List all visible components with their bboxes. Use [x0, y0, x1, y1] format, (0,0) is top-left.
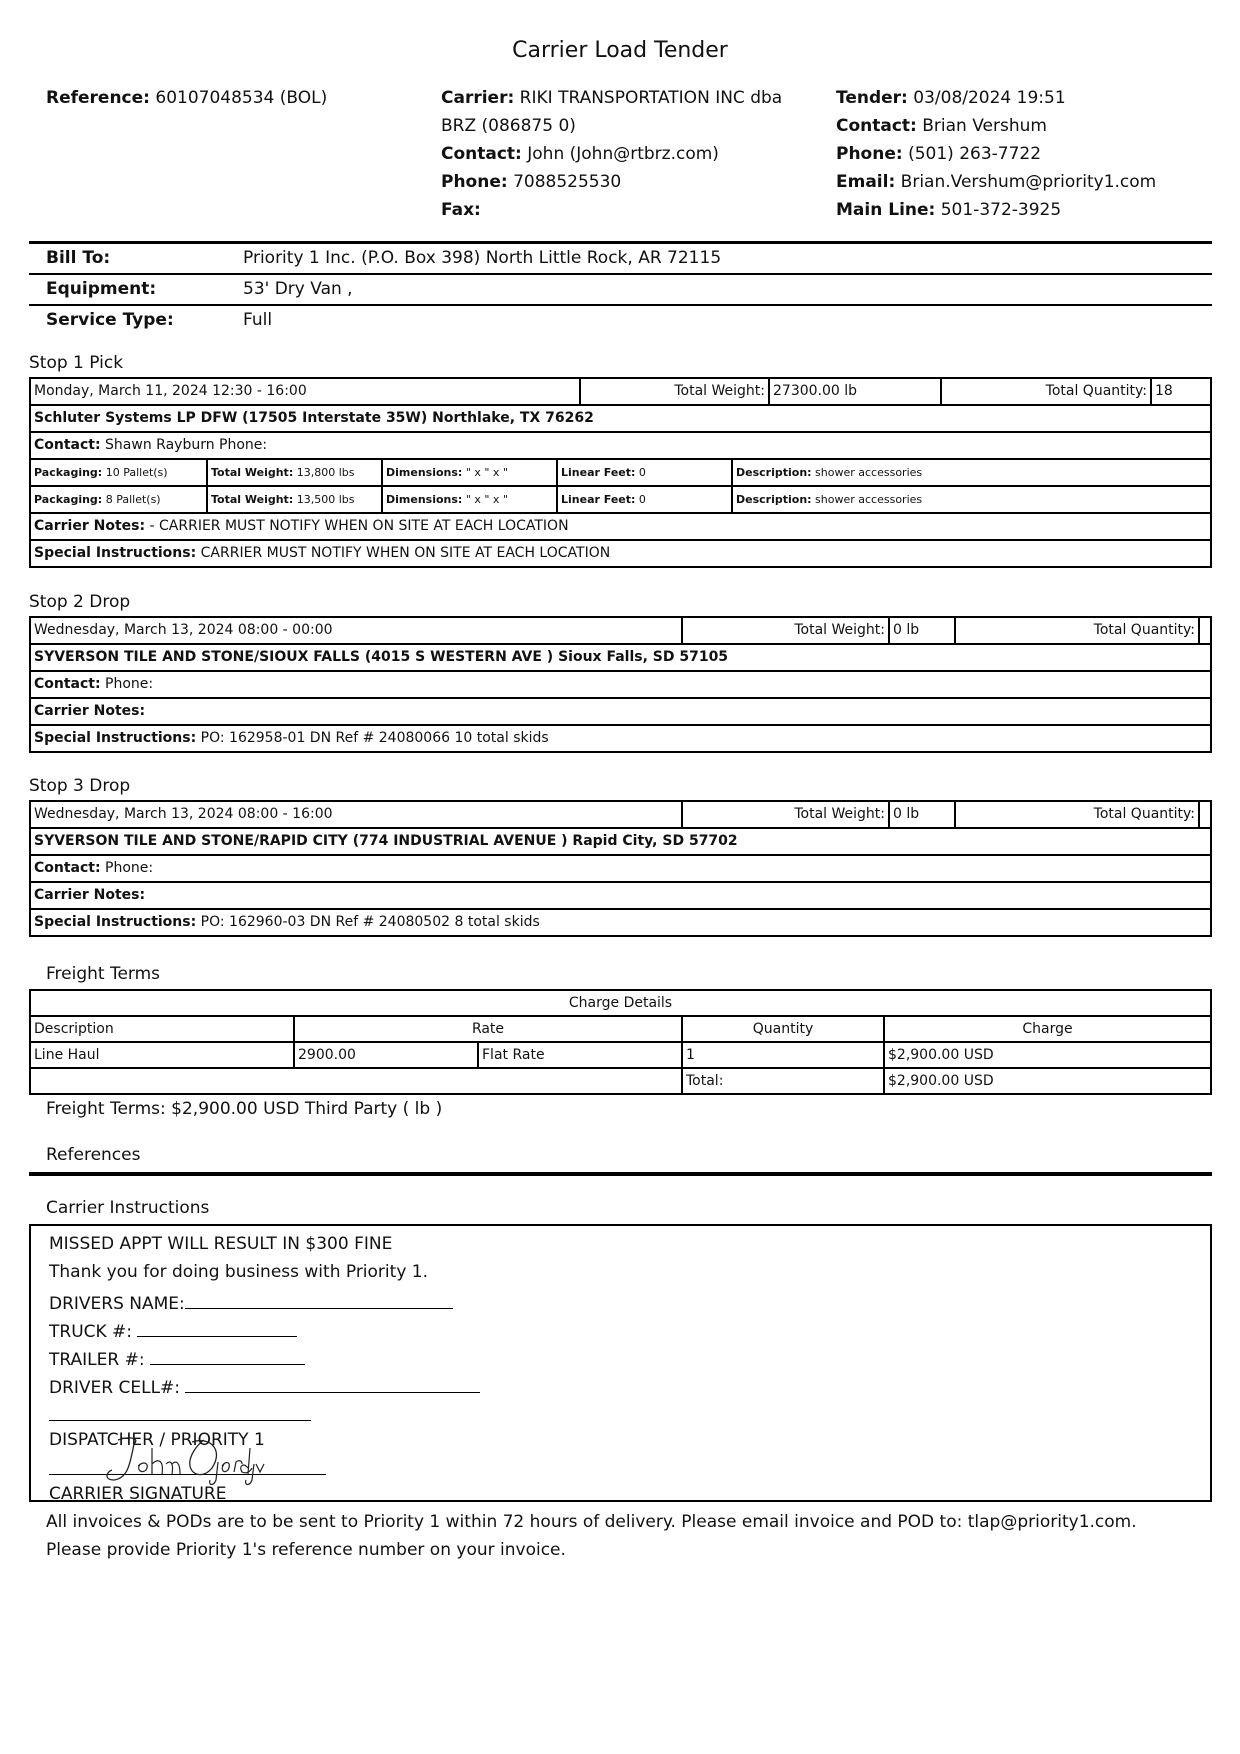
stop1-weight-value: 27300.00 lb: [768, 379, 940, 404]
line-rate: 2900.00: [293, 1043, 477, 1067]
stop3-datetime: Wednesday, March 13, 2024 08:00 - 16:00: [34, 806, 333, 822]
dispatcher-signature-line: [49, 1402, 311, 1426]
stop3-location-row: [31, 829, 1210, 856]
carrier-value: RIKI TRANSPORTATION INC dba BRZ (086875 0): [441, 88, 783, 136]
stop2-carrier-notes-row: [31, 699, 1210, 726]
description-label: Description:: [736, 493, 812, 506]
equipment-value: 53' Dry Van ,: [243, 279, 353, 299]
linear-feet-value: 0: [638, 493, 646, 506]
bill-to-label: Bill To:: [46, 248, 111, 268]
item-weight-value: 13,800 lbs: [296, 466, 355, 479]
stop2-contact-row: [31, 672, 1210, 699]
item-weight-value: 13,500 lbs: [296, 493, 355, 506]
stop3-carrier-notes-row: [31, 883, 1210, 910]
mainline-label: Main Line:: [836, 200, 936, 220]
linear-feet-label: Linear Feet:: [561, 493, 636, 506]
stop2-weight-label: Total Weight:: [681, 618, 888, 643]
stop2-header-row: [31, 618, 1210, 645]
freight-terms-heading: Freight Terms: [46, 964, 161, 984]
handwritten-signature: [100, 1434, 270, 1492]
stop1-contact-value: Shawn Rayburn Phone:: [105, 437, 268, 453]
stop3-weight-value: 0 lb: [888, 802, 954, 827]
stop3-qty-label: Total Quantity:: [954, 802, 1198, 827]
stop1-contact-label: Contact:: [34, 437, 101, 453]
linear-feet-label: Linear Feet:: [561, 466, 636, 479]
stop3-special-row: [31, 910, 1210, 935]
stop2-contact-label: Contact:: [34, 676, 101, 692]
stop3-qty-value: [1198, 802, 1210, 827]
stop2-location-row: [31, 645, 1210, 672]
driver-cell-label: DRIVER CELL#:: [49, 1378, 181, 1398]
dimensions-value: " x " x ": [465, 466, 508, 479]
charge-details-title-row: [31, 991, 1210, 1017]
stop1-carrier-notes-row: [31, 514, 1210, 541]
carrier-phone-label: Phone:: [441, 172, 508, 192]
contact-value: Brian Vershum: [922, 116, 1047, 136]
missed-appt-line: MISSED APPT WILL RESULT IN $300 FINE: [49, 1234, 393, 1254]
description-value: shower accessories: [815, 466, 923, 479]
billing-info-table: [29, 241, 1212, 335]
line-charge: $2,900.00 USD: [883, 1043, 1210, 1067]
carrier-notes-value: - CARRIER MUST NOTIFY WHEN ON SITE AT EACH LOCATION: [149, 518, 569, 534]
packaging-label: Packaging:: [34, 493, 103, 506]
reference-block: [46, 84, 426, 112]
dispatcher-signature-blank[interactable]: [49, 1402, 311, 1421]
service-type-row: [29, 306, 1212, 335]
stop2-table: [29, 616, 1212, 753]
stop1-datetime: Monday, March 11, 2024 12:30 - 16:00: [34, 383, 307, 399]
dimensions-value: " x " x ": [465, 493, 508, 506]
stop2-heading: Stop 2 Drop: [29, 592, 131, 612]
carrier-label: Carrier:: [441, 88, 515, 108]
carrier-block: [441, 84, 801, 224]
phone-value: (501) 263-7722: [908, 144, 1042, 164]
stop3-location: SYVERSON TILE AND STONE/RAPID CITY (774 INDUSTRIAL AVENUE ) Rapid City, SD 57702: [34, 833, 738, 849]
equipment-label: Equipment:: [46, 279, 157, 299]
col-rate: Rate: [293, 1017, 681, 1041]
stop1-qty-value: 18: [1150, 379, 1210, 404]
charge-line-row: [31, 1043, 1210, 1069]
truck-line: [49, 1318, 297, 1342]
stop1-header-row: [31, 379, 1210, 406]
charge-header-row: [31, 1017, 1210, 1043]
stop1-contact-row: [31, 433, 1210, 460]
reference-label: Reference:: [46, 88, 150, 108]
stop2-datetime: Wednesday, March 13, 2024 08:00 - 00:00: [34, 622, 333, 638]
line-rate-type: Flat Rate: [477, 1043, 681, 1067]
mainline-value: 501-372-3925: [940, 200, 1062, 220]
carrier-notes-label: Carrier Notes:: [34, 887, 146, 903]
description-value: shower accessories: [815, 493, 923, 506]
stop2-contact-value: Phone:: [105, 676, 154, 692]
packaging-value: 8 Pallet(s): [105, 493, 161, 506]
total-spacer: [31, 1069, 681, 1093]
stop3-header-row: [31, 802, 1210, 829]
special-instructions-value: CARRIER MUST NOTIFY WHEN ON SITE AT EACH LOCATION: [200, 545, 611, 561]
packaging-label: Packaging:: [34, 466, 103, 479]
item-weight-label: Total Weight:: [211, 493, 294, 506]
special-instructions-value: PO: 162958-01 DN Ref # 24080066 10 total skids: [200, 730, 549, 746]
charge-details-title: Charge Details: [568, 995, 673, 1011]
total-value: $2,900.00 USD: [883, 1069, 1210, 1093]
carrier-contact-value: John (John@rtbrz.com): [527, 144, 719, 164]
stop2-qty-value: [1198, 618, 1210, 643]
stop1-weight-label: Total Weight:: [579, 379, 768, 404]
packaging-value: 10 Pallet(s): [105, 466, 168, 479]
stop1-qty-label: Total Quantity:: [940, 379, 1150, 404]
dimensions-label: Dimensions:: [386, 466, 463, 479]
line-description: Line Haul: [34, 1047, 100, 1063]
col-charge: Charge: [883, 1017, 1210, 1041]
service-type-value: Full: [243, 310, 273, 330]
bill-to-row: [29, 244, 1212, 275]
stop2-location: SYVERSON TILE AND STONE/SIOUX FALLS (4015 S WESTERN AVE ) Sioux Falls, SD 57105: [34, 649, 729, 665]
stop1-heading: Stop 1 Pick: [29, 353, 124, 373]
phone-label: Phone:: [836, 144, 903, 164]
special-instructions-label: Special Instructions:: [34, 914, 197, 930]
email-label: Email:: [836, 172, 896, 192]
stop2-qty-label: Total Quantity:: [954, 618, 1198, 643]
trailer-line: [49, 1346, 305, 1370]
drivers-name-label: DRIVERS NAME:: [49, 1294, 185, 1314]
carrier-notes-label: Carrier Notes:: [34, 518, 146, 534]
driver-cell-line: [49, 1374, 480, 1398]
references-heading: References: [46, 1145, 141, 1165]
stop1-special-row: [31, 541, 1210, 566]
line-quantity: 1: [681, 1043, 883, 1067]
tender-label: Tender:: [836, 88, 908, 108]
stop3-heading: Stop 3 Drop: [29, 776, 131, 796]
description-label: Description:: [736, 466, 812, 479]
stop1-table: [29, 377, 1212, 568]
drivers-name-blank[interactable]: [185, 1290, 453, 1309]
stop2-weight-value: 0 lb: [888, 618, 954, 643]
charge-total-row: [31, 1069, 1210, 1093]
special-instructions-value: PO: 162960-03 DN Ref # 24080502 8 total skids: [200, 914, 540, 930]
trailer-blank[interactable]: [150, 1346, 305, 1365]
freight-terms-summary: Freight Terms: $2,900.00 USD Third Party ( lb ): [46, 1099, 443, 1119]
col-quantity: Quantity: [681, 1017, 883, 1041]
truck-blank[interactable]: [137, 1318, 297, 1337]
total-label: Total:: [681, 1069, 883, 1093]
stop3-contact-label: Contact:: [34, 860, 101, 876]
tender-block: [836, 84, 1216, 224]
stop1-item-row-1: [31, 460, 1210, 487]
service-type-label: Service Type:: [46, 310, 174, 330]
col-description: Description: [34, 1021, 114, 1037]
carrier-fax-label: Fax:: [441, 200, 481, 220]
dispatcher-label: DISPATCHER / PRIORITY 1: [49, 1430, 265, 1450]
carrier-notes-label: Carrier Notes:: [34, 703, 146, 719]
stop3-contact-row: [31, 856, 1210, 883]
stop1-location: Schluter Systems LP DFW (17505 Interstate 35W) Northlake, TX 76262: [34, 410, 594, 426]
page-title: Carrier Load Tender: [512, 38, 728, 63]
stop3-contact-value: Phone:: [105, 860, 154, 876]
footer-note: All invoices & PODs are to be sent to Priority 1 within 72 hours of delivery. Please email invoice and POD to: tlap@priority1.com. Please provide Priority 1's reference number on your invoice.: [46, 1512, 1137, 1560]
bill-to-value: Priority 1 Inc. (P.O. Box 398) North Little Rock, AR 72115: [243, 248, 722, 268]
truck-label: TRUCK #:: [49, 1322, 133, 1342]
special-instructions-label: Special Instructions:: [34, 545, 197, 561]
stop3-table: [29, 800, 1212, 937]
stop1-location-row: [31, 406, 1210, 433]
tender-value: 03/08/2024 19:51: [913, 88, 1066, 108]
carrier-instructions-heading: Carrier Instructions: [46, 1198, 210, 1218]
thank-you-line: Thank you for doing business with Priority 1.: [49, 1262, 428, 1282]
item-weight-label: Total Weight:: [211, 466, 294, 479]
charge-details-table: [29, 989, 1212, 1095]
email-value: Brian.Vershum@priority1.com: [900, 172, 1157, 192]
carrier-contact-label: Contact:: [441, 144, 522, 164]
drivers-name-line: [49, 1290, 453, 1314]
reference-value: 60107048534 (BOL): [155, 88, 328, 108]
carrier-signature-label: CARRIER SIGNATURE: [49, 1484, 227, 1504]
trailer-label: TRAILER #:: [49, 1350, 145, 1370]
stop1-item-row-2: [31, 487, 1210, 514]
linear-feet-value: 0: [638, 466, 646, 479]
references-divider: [29, 1172, 1212, 1176]
stop3-weight-label: Total Weight:: [681, 802, 888, 827]
carrier-phone-value: 7088525530: [513, 172, 622, 192]
equipment-row: [29, 275, 1212, 306]
contact-label: Contact:: [836, 116, 917, 136]
stop2-special-row: [31, 726, 1210, 751]
dimensions-label: Dimensions:: [386, 493, 463, 506]
driver-cell-blank[interactable]: [185, 1374, 480, 1393]
special-instructions-label: Special Instructions:: [34, 730, 197, 746]
